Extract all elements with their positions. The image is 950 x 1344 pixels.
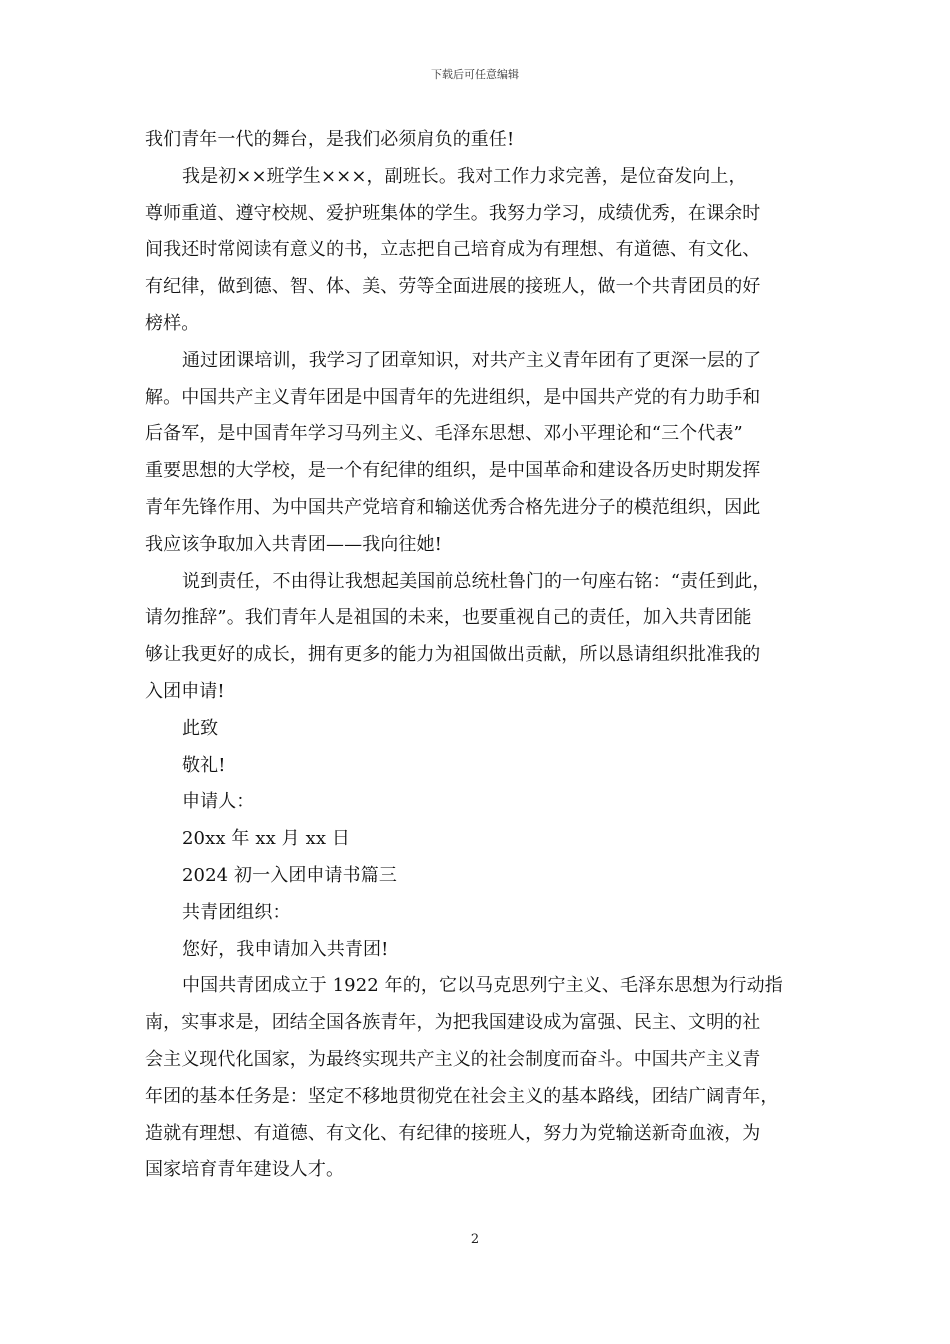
page-number: 2 <box>470 1232 480 1247</box>
text-line: 会主义现代化国家，为最终实现共产主义的社会制度而奋斗。中国共产主义青 <box>145 1048 761 1070</box>
text-line: 我是初××班学生×××，副班长。我对工作力求完善，是位奋发向上， <box>182 165 747 187</box>
text-line: 入团申请! <box>145 680 225 702</box>
page-header: 下载后可任意编辑 <box>431 68 519 81</box>
text-line: 后备军，是中国青年学习马列主义、毛泽东思想、邓小平理论和“三个代表” <box>145 423 743 445</box>
text-line: 尊师重道、遵守校规、爱护班集体的学生。我努力学习，成绩优秀，在课余时 <box>145 202 761 224</box>
text-line: 2024 初一入团申请书篇三 <box>182 864 397 886</box>
text-line: 造就有理想、有道德、有文化、有纪律的接班人，努力为党输送新奇血液，为 <box>145 1122 761 1144</box>
text-line: 您好，我申请加入共青团! <box>182 938 389 960</box>
text-line: 够让我更好的成长，拥有更多的能力为祖国做出贡献，所以恳请组织批准我的 <box>145 644 761 666</box>
text-line: 20xx 年 xx 月 xx 日 <box>182 828 351 850</box>
text-line: 重要思想的大学校，是一个有纪律的组织，是中国革命和建设各历史时期发挥 <box>145 460 761 482</box>
text-line: 请勿推辞”。我们青年人是祖国的未来，也要重视自己的责任，加入共青团能 <box>145 607 752 629</box>
text-line: 间我还时常阅读有意义的书，立志把自己培育成为有理想、有道德、有文化、 <box>145 239 761 261</box>
text-line: 南，实事求是，团结全国各族青年，为把我国建设成为富强、民主、文明的社 <box>145 1012 761 1034</box>
text-line: 共青团组织： <box>182 901 291 923</box>
text-line: 通过团课培训，我学习了团章知识，对共产主义青年团有了更深一层的了 <box>182 349 762 371</box>
text-line: 有纪律，做到德、智、体、美、劳等全面进展的接班人，做一个共青团员的好 <box>145 276 761 298</box>
text-line: 说到责任，不由得让我想起美国前总统杜鲁门的一句座右铭：“责任到此， <box>182 570 771 592</box>
text-line: 我们青年一代的舞台，是我们必须肩负的重任! <box>145 129 515 150</box>
text-line: 中国共青团成立于 1922 年的，它以马克思列宁主义、毛泽东思想为行动指 <box>182 975 783 997</box>
text-line: 申请人： <box>182 791 255 813</box>
text-line: 榜样。 <box>145 312 200 334</box>
document-body <box>145 122 810 1189</box>
text-line: 此致 <box>182 717 219 739</box>
text-line: 我应该争取加入共青团——我向往她! <box>145 533 442 555</box>
text-line: 敬礼! <box>182 754 226 776</box>
text-line: 青年先锋作用、为中国共产党培育和输送优秀合格先进分子的模范组织，因此 <box>145 496 761 518</box>
text-line: 国家培育青年建设人才。 <box>145 1159 345 1181</box>
text-line: 年团的基本任务是：坚定不移地贯彻党在社会主义的基本路线，团结广阔青年， <box>145 1085 779 1107</box>
text-line: 解。中国共产主义青年团是中国青年的先进组织，是中国共产党的有力助手和 <box>145 386 761 408</box>
